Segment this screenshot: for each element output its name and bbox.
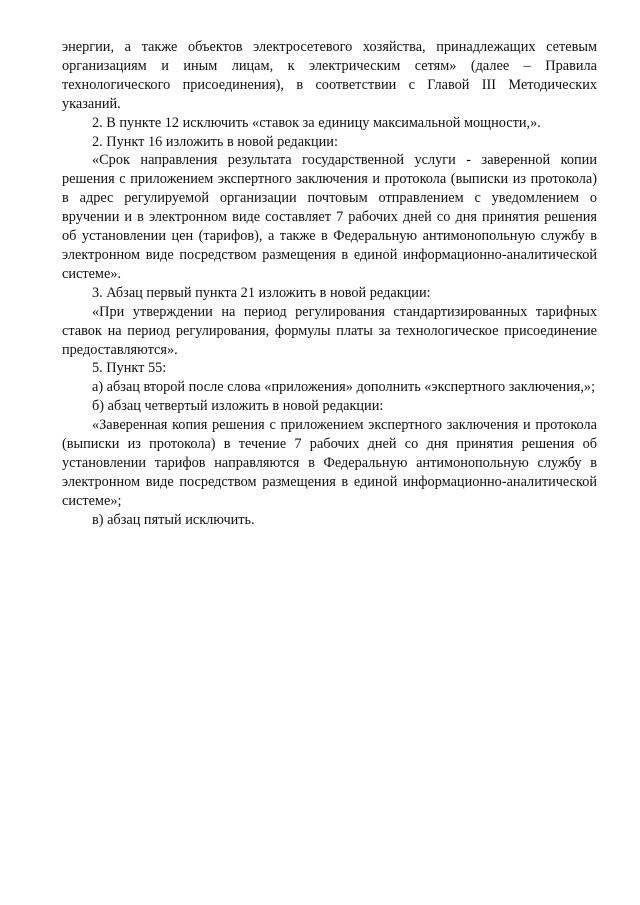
paragraph-point-16-text: «Срок направления результата государственной услуги - заверенной копии решения с приложением экспертного заключения и протокола (выписки из протокола) в адрес регулируемой организации почтовым отправлением с уведомлением о вручении и в электронном виде составляет 7 рабочих дней со дня принятия решения об установлении цен (тарифов), а также в Федеральную антимонопольную службу в электронном виде посредством размещения в единой информационно-аналитической системе».: [62, 152, 597, 282]
paragraph-item-5: 5. Пункт 55:: [92, 360, 167, 377]
paragraph-subitem-a: а) абзац второй после слова «приложения» дополнить «экспертного заключения,»;: [92, 379, 596, 396]
paragraph-item-3: 3. Абзац первый пункта 21 изложить в новой редакции:: [92, 284, 431, 301]
paragraph-subitem-b: б) абзац четвертый изложить в новой редакции:: [92, 398, 384, 415]
paragraph-point-21-text: «При утверждении на период регулирования стандартизированных тарифных ставок на период регулирования, формулы платы за технологическое присоединение предоставляются».: [62, 303, 597, 358]
document-page: [62, 38, 597, 530]
paragraph-item-2-point-12: 2. В пункте 12 исключить «ставок за единицу максимальной мощности,».: [92, 114, 541, 131]
paragraph-item-2-point-16: 2. Пункт 16 изложить в новой редакции:: [92, 133, 338, 150]
paragraph-subitem-b-text: «Заверенная копия решения с приложением экспертного заключения и протокола (выписки из протокола) в течение 7 рабочих дней со дня принятия решения об установлении тарифов направляются в Федеральную антимонопольную службу в электронном виде посредством размещения в единой информационно-аналитической системе»;: [62, 417, 597, 509]
paragraph-continuation: энергии, а также объектов электросетевого хозяйства, принадлежащих сетевым организациям и иным лицам, к электрическим сетям» (далее – Правила технологического присоединения), в соответствии с Главой III Методических указаний.: [62, 39, 597, 112]
paragraph-subitem-v: в) абзац пятый исключить.: [92, 511, 255, 528]
